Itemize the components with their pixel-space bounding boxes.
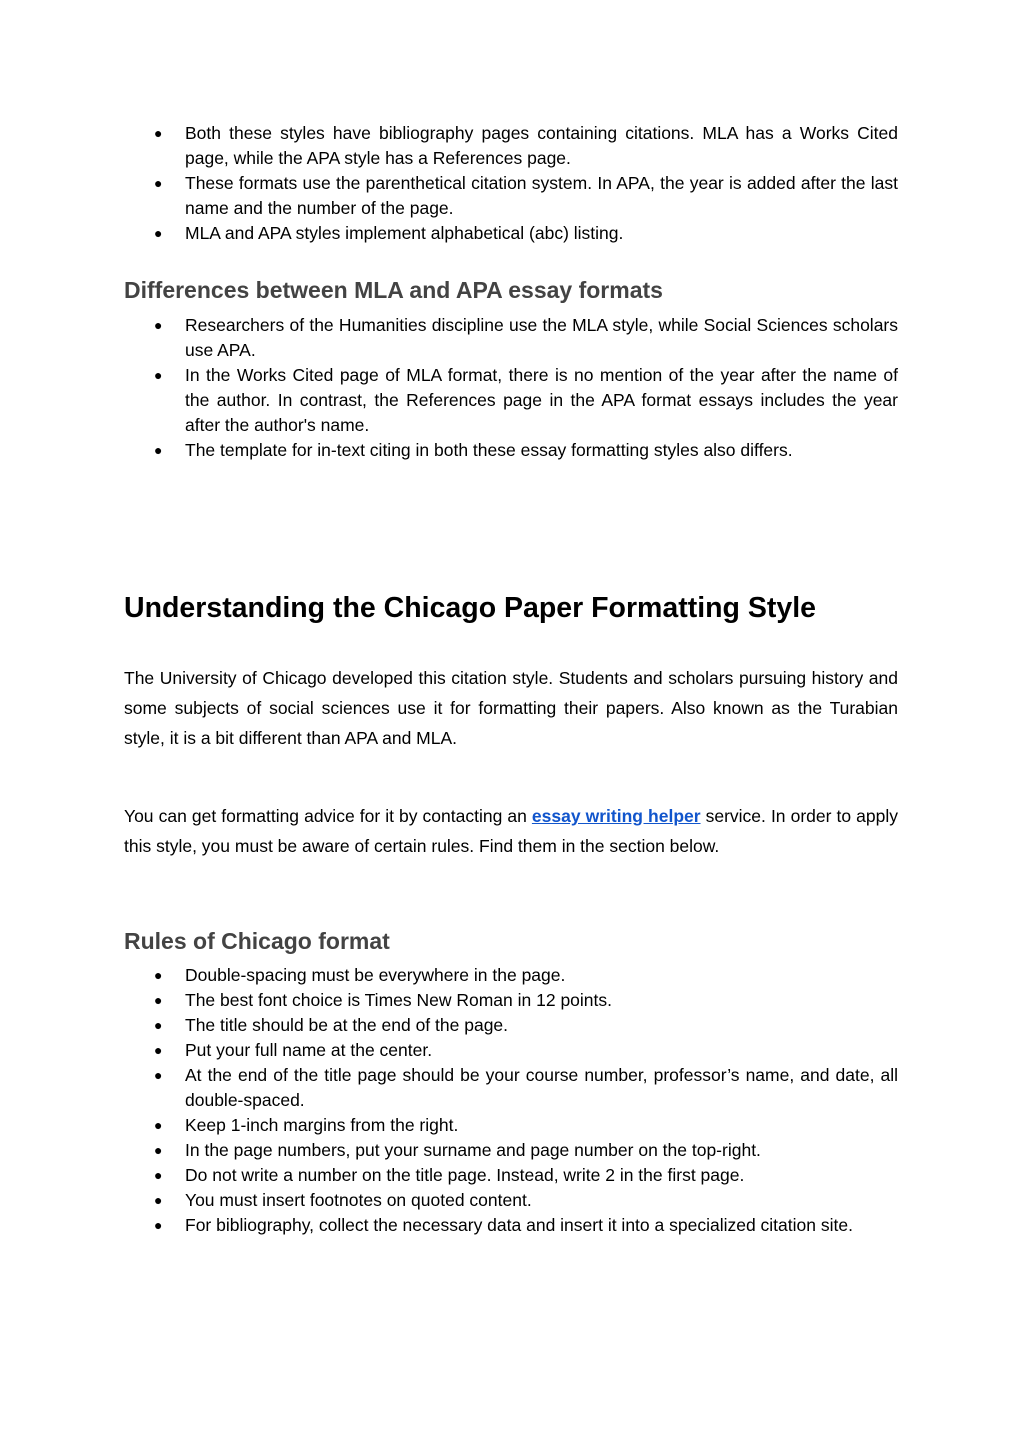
bullet-icon: ● (154, 317, 163, 333)
bullet-icon: ● (154, 967, 163, 983)
list-item-text: The template for in-text citing in both these essay formatting styles also differs. (185, 440, 793, 460)
bullet-icon: ● (154, 1042, 163, 1058)
intro-bullet-list (124, 121, 898, 246)
list-item (124, 963, 898, 988)
bullet-icon: ● (154, 367, 163, 383)
bullet-icon: ● (154, 1017, 163, 1033)
list-item (124, 1138, 898, 1163)
list-item (124, 221, 898, 246)
paragraph-text: service. In order to apply this style, you must be aware of certain rules. Find them in the section below. (124, 806, 898, 856)
list-item-text: MLA and APA styles implement alphabetical (abc) listing. (185, 223, 624, 243)
list-item (124, 1013, 898, 1038)
list-item-text: The title should be at the end of the page. (185, 1015, 509, 1035)
list-item-text: Double-spacing must be everywhere in the page. (185, 965, 566, 985)
list-item-text: Keep 1-inch margins from the right. (185, 1115, 459, 1135)
list-item (124, 1163, 898, 1188)
list-item (124, 438, 898, 463)
bullet-icon: ● (154, 175, 163, 191)
differences-bullet-list (124, 313, 898, 463)
list-item-text: At the end of the title page should be your course number, professor’s name, and date, all double-spaced. (185, 1065, 898, 1110)
list-item (124, 171, 898, 221)
list-item-text: Do not write a number on the title page. Instead, write 2 in the first page. (185, 1165, 745, 1185)
list-item-text: Researchers of the Humanities discipline use the MLA style, while Social Sciences scholars use APA. (185, 315, 898, 360)
bullet-icon: ● (154, 1167, 163, 1183)
rules-bullet-list (124, 963, 898, 1238)
bullet-icon: ● (154, 1142, 163, 1158)
list-item (124, 313, 898, 363)
list-item-text: For bibliography, collect the necessary data and insert it into a specialized citation site. (185, 1215, 853, 1235)
list-item (124, 121, 898, 171)
bullet-icon: ● (154, 442, 163, 458)
list-item (124, 1213, 898, 1238)
list-item-text: Both these styles have bibliography pages containing citations. MLA has a Works Cited page, while the APA style has a References page. (185, 123, 898, 168)
essay-writing-helper-link[interactable]: essay writing helper (531, 806, 701, 826)
bullet-icon: ● (154, 1117, 163, 1133)
list-item (124, 988, 898, 1013)
bullet-icon: ● (154, 1067, 163, 1083)
bullet-icon: ● (154, 1217, 163, 1233)
list-item (124, 363, 898, 438)
chicago-advice-paragraph (124, 801, 898, 861)
bullet-icon: ● (154, 125, 163, 141)
list-item-text: In the page numbers, put your surname and page number on the top-right. (185, 1140, 761, 1160)
bullet-icon: ● (154, 1192, 163, 1208)
list-item-text: Put your full name at the center. (185, 1040, 433, 1060)
list-item-text: The best font choice is Times New Roman in 12 points. (185, 990, 613, 1010)
chicago-intro-paragraph: The University of Chicago developed this citation style. Students and scholars pursuing history and some subjects of social sciences use it for formatting their papers. Also known as the Turabian style, it is a bit different than APA and MLA. (124, 668, 898, 748)
bullet-icon: ● (154, 225, 163, 241)
list-item-text: These formats use the parenthetical citation system. In APA, the year is added after the last name and the number of the page. (185, 173, 898, 218)
bullet-icon: ● (154, 992, 163, 1008)
list-item-text: In the Works Cited page of MLA format, there is no mention of the year after the name of the author. In contrast, the References page in the APA format essays includes the year after the author's name. (185, 365, 898, 435)
rules-heading: Rules of Chicago format (124, 928, 390, 954)
chicago-heading: Understanding the Chicago Paper Formatting Style (124, 592, 817, 624)
list-item-text: You must insert footnotes on quoted content. (185, 1190, 532, 1210)
list-item (124, 1113, 898, 1138)
document-page (124, 121, 898, 1238)
paragraph-text: You can get formatting advice for it by contacting an (124, 806, 532, 826)
differences-heading: Differences between MLA and APA essay formats (124, 277, 663, 303)
list-item (124, 1063, 898, 1113)
list-item (124, 1188, 898, 1213)
list-item (124, 1038, 898, 1063)
